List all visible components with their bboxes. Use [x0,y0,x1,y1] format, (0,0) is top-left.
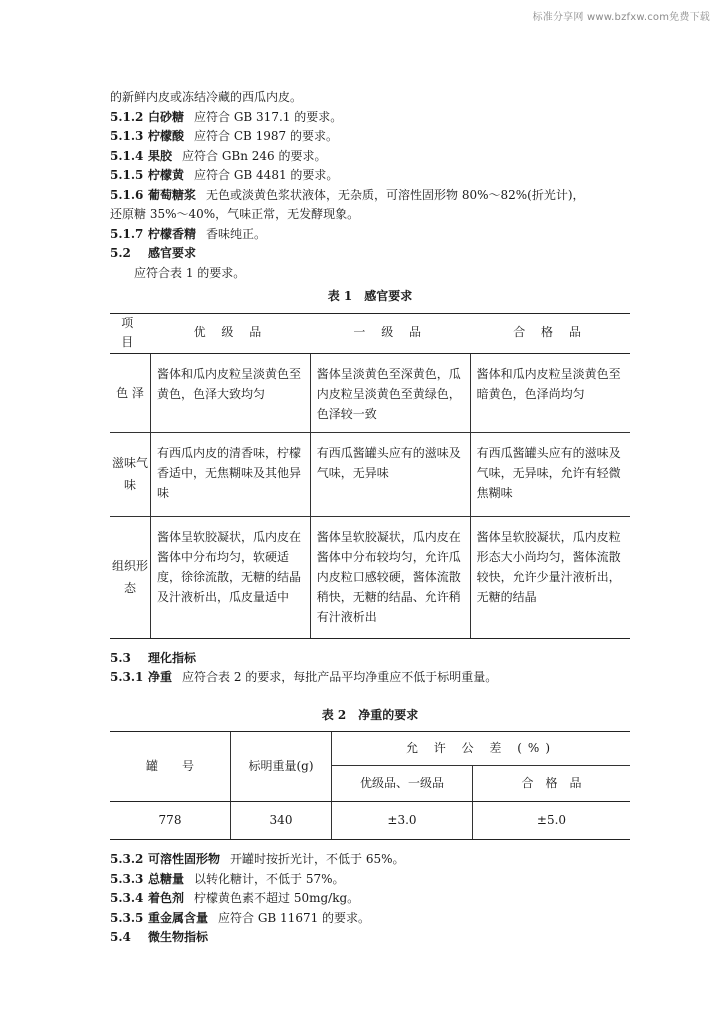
cell-can-number: 778 [110,802,231,840]
table-row [110,432,630,516]
clause-5-3-1 [110,668,630,688]
section-title: 理化指标 [148,650,197,665]
clause-5-3-4 [110,889,630,909]
watermark: 标准分享网 www.bzfxw.com免费下载 [532,12,710,23]
clause-5-1-4 [110,147,630,167]
clause-5-3-3 [110,870,630,890]
header-superior-first: 优级品、一级品 [332,766,473,802]
table-header-row [110,732,630,766]
header-superior: 优 级 品 [150,313,310,353]
clause-name: 白砂糖 [148,109,185,124]
clause-name: 葡萄糖浆 [148,187,197,202]
clause-text: 柠檬黄色素不超过 50mg/kg。 [194,891,360,905]
clause-number: 5.3.3 [110,871,144,886]
cell-first-grade: 酱体呈淡黄色至深黄色，瓜内皮粒呈淡黄色至黄绿色，色泽较一致 [310,353,470,432]
header-tolerance: 允 许 公 差 (%) [332,732,631,766]
clause-text: 开罐时按折光计，不低于 65%。 [230,852,405,866]
clause-text: 应符合 GB 317.1 的要求。 [194,109,343,124]
header-labeled-weight: 标明重量(g) [231,732,332,802]
header-can-number: 罐 号 [110,732,231,802]
clause-number: 5.1.4 [110,148,144,163]
clause-5-1-6 [110,186,630,206]
cell-first-grade: 酱体呈软胶凝状，瓜内皮在酱体中分布较均匀，允许瓜内皮粒口感较硬，酱体流散稍快，无糖的结晶、允许稍有汁液析出 [310,516,470,638]
table-header-row [110,313,630,353]
clause-name: 果胶 [148,148,173,163]
row-item: 组织形态 [110,516,150,638]
net-weight-table [110,731,630,840]
clause-name: 重金属含量 [148,910,209,925]
clause-5-1-5 [110,166,630,186]
clause-text: 应符合表 2 的要求，每批产品平均净重应不低于标明重量。 [182,670,498,684]
clause-number: 5.3.2 [110,852,144,866]
section-5-4-heading [110,928,630,948]
cell-superior: 酱体呈软胶凝状，瓜内皮在酱体中分布均匀，软硬适度，徐徐流散，无糖的结晶及汁液析出，瓜皮量适中 [150,516,310,638]
clause-text: 应符合 CB 1987 的要求。 [194,129,338,143]
clause-5-3-2 [110,850,630,870]
cell-qualified: 酱体呈软胶凝状，瓜内皮粒形态大小尚均匀，酱体流散较快，允许少量汁液析出，无糖的结晶 [470,516,630,638]
table2-caption: 表 2 净重的要求 [321,707,419,722]
clause-number: 5.1.2 [110,109,144,124]
section-title: 感官要求 [148,246,197,260]
header-item: 项 目 [110,313,150,353]
clause-text: 应符合 GBn 246 的要求。 [182,148,327,163]
table-row [110,516,630,638]
intro-line: 的新鲜内皮或冻结冷藏的西瓜内皮。 [110,90,303,104]
document-body [110,88,630,948]
clause-number: 5.1.5 [110,168,144,182]
header-qualified: 合 格 品 [470,313,630,353]
clause-name: 净重 [148,670,173,684]
clause-name: 总糖量 [148,871,185,886]
clause-name: 柠檬酸 [148,129,185,143]
clause-5-3-5 [110,909,630,929]
cell-qualified: 酱体和瓜内皮粒呈淡黄色至暗黄色，色泽尚均匀 [470,353,630,432]
clause-5-1-2 [110,108,630,128]
clause-name: 柠檬黄 [148,168,185,182]
section-number: 5.3 [110,650,131,665]
clause-text: 无色或淡黄色浆状液体，无杂质，可溶性固形物 80%～82%(折光计)， [206,187,585,202]
table1-caption: 表 1 感官要求 [327,289,413,303]
clause-number: 5.1.7 [110,226,144,241]
clause-number: 5.3.5 [110,910,144,925]
cell-first-grade: 有西瓜酱罐头应有的滋味及气味，无异味 [310,432,470,516]
sensory-requirements-table [110,313,630,639]
clause-number: 5.3.4 [110,891,144,905]
section-5-2-heading [110,244,630,264]
cell-superior: 酱体和瓜内皮粒呈淡黄色至黄色，色泽大致均匀 [150,353,310,432]
clause-text: 以转化糖计，不低于 57%。 [194,871,345,886]
section-number: 5.2 [110,246,131,260]
cell-superior: 有西瓜内皮的清香味，柠檬香适中，无焦糊味及其他异味 [150,432,310,516]
table-row [110,353,630,432]
section-5-2-body: 应符合表 1 的要求。 [134,265,246,280]
section-number: 5.4 [110,930,131,944]
clause-number: 5.1.3 [110,129,144,143]
clause-5-1-6-continued: 还原糖 35%～40%，气味正常，无发酵现象。 [110,207,360,221]
clause-number: 5.1.6 [110,187,144,202]
section-5-3-heading [110,649,630,669]
clause-name: 柠檬香精 [148,226,197,241]
header-first-grade: 一 级 品 [310,313,470,353]
header-qualified: 合 格 品 [473,766,631,802]
clause-number: 5.3.1 [110,670,144,684]
row-item: 色 泽 [110,353,150,432]
clause-5-1-3 [110,127,630,147]
clause-text: 应符合 GB 11671 的要求。 [218,910,371,925]
clause-name: 着色剂 [148,891,185,905]
cell-tolerance-qualified: ±5.0 [473,802,631,840]
cell-qualified: 有西瓜酱罐头应有的滋味及气味，无异味，允许有轻微焦糊味 [470,432,630,516]
clause-text: 香味纯正。 [206,226,267,241]
clause-name: 可溶性固形物 [148,852,221,866]
cell-tolerance-superior: ±3.0 [332,802,473,840]
clause-text: 应符合 GB 4481 的要求。 [194,168,339,182]
table-row [110,802,630,840]
row-item: 滋味气味 [110,432,150,516]
clause-5-1-7 [110,225,630,245]
cell-labeled-weight: 340 [231,802,332,840]
section-title: 微生物指标 [148,930,209,944]
